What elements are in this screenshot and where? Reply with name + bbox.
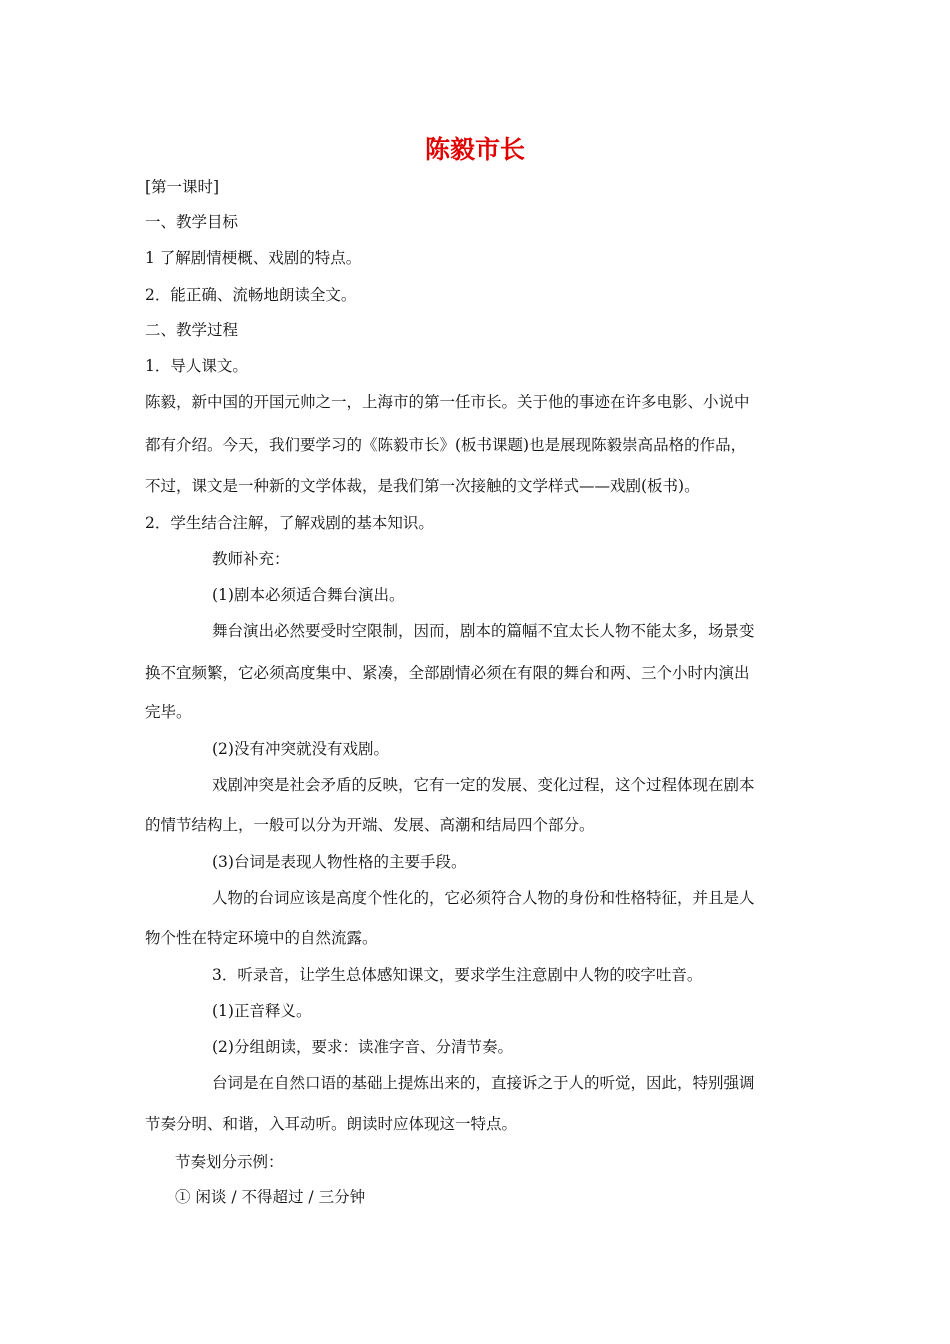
sub-item-1: (1)正音释义。	[212, 1002, 312, 1020]
paragraph-line: 的情节结构上，一般可以分为开端、发展、高潮和结局四个部分。	[145, 816, 595, 834]
sub-item-2: (2)分组朗读，要求：读准字音、分清节奏。	[212, 1038, 513, 1056]
paragraph-line: 物个性在特定环境中的自然流露。	[145, 929, 378, 947]
paragraph-line: 陈毅，新中国的开国元帅之一，上海市的第一任市长。关于他的事迹在许多电影、小说中	[145, 393, 750, 411]
page-title: 陈毅市长	[424, 135, 525, 164]
teacher-supplement-label: 教师补充：	[212, 550, 290, 568]
paragraph-line: 戏剧冲突是社会矛盾的反映，它有一定的发展、变化过程，这个过程体现在剧本	[212, 776, 755, 794]
paragraph-line: 节奏分明、和谐，入耳动听。朗读时应体现这一特点。	[145, 1115, 518, 1133]
step-1-heading: 1．导人课文。	[145, 357, 248, 375]
paragraph-line: 不过，课文是一种新的文学体裁，是我们第一次接触的文学样式——戏剧(板书)。	[145, 477, 700, 495]
rhythm-example-item: ① 闲谈 / 不得超过 / 三分钟	[175, 1188, 366, 1206]
goal-item-2: 2．能正确、流畅地朗读全文。	[145, 286, 357, 304]
point-1-heading: (1)剧本必须适合舞台演出。	[212, 586, 405, 604]
section-heading-process: 二、教学过程	[145, 321, 239, 339]
paragraph-line: 完毕。	[145, 703, 192, 721]
rhythm-example-label: 节奏划分示例：	[175, 1153, 284, 1171]
step-2-heading: 2．学生结合注解，了解戏剧的基本知识。	[145, 514, 434, 532]
lesson-label: [第一课时]	[145, 178, 220, 196]
paragraph-line: 人物的台词应该是高度个性化的，它必须符合人物的身份和性格特征，并且是人	[212, 889, 755, 907]
point-2-heading: (2)没有冲突就没有戏剧。	[212, 740, 389, 758]
step-3-heading: 3．听录音，让学生总体感知课文，要求学生注意剧中人物的咬字吐音。	[212, 966, 703, 984]
paragraph-line: 都有介绍。今天，我们要学习的《陈毅市长》(板书课题)也是展现陈毅崇高品格的作品，	[145, 436, 747, 454]
paragraph-line: 换不宜频繁，它必须高度集中、紧凑，全部剧情必须在有限的舞台和两、三个小时内演出	[145, 664, 750, 682]
point-3-heading: (3)台词是表现人物性格的主要手段。	[212, 853, 467, 871]
paragraph-line: 台词是在自然口语的基础上提炼出来的，直接诉之于人的听觉，因此，特别强调	[212, 1074, 755, 1092]
goal-item-1: 1 了解剧情梗概、戏剧的特点。	[145, 249, 362, 267]
paragraph-line: 舞台演出必然要受时空限制，因而，剧本的篇幅不宜太长人物不能太多，场景变	[212, 622, 755, 640]
section-heading-goals: 一、教学目标	[145, 213, 239, 231]
